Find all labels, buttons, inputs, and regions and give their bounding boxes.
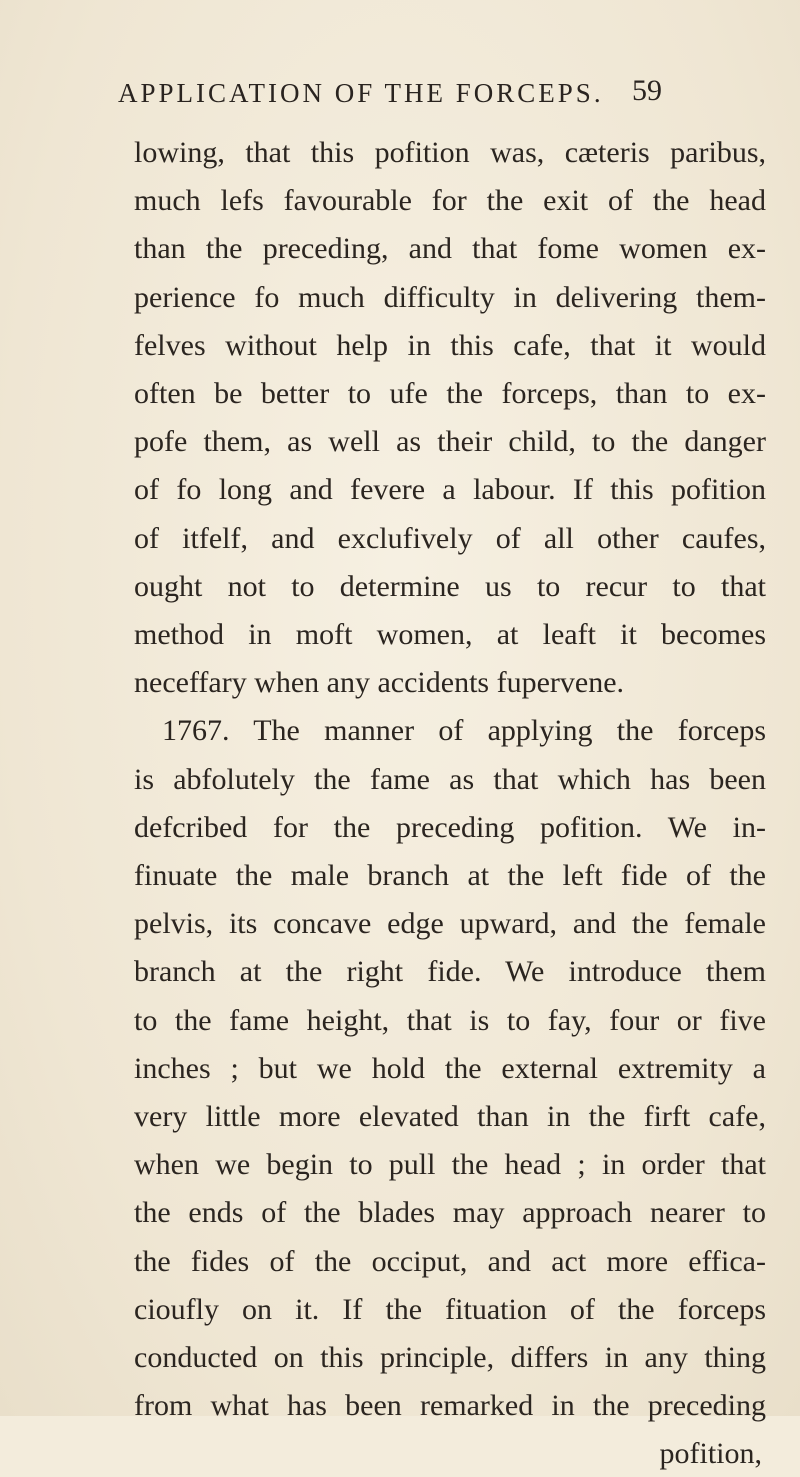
text-line: the fides of the occiput, and act more effica-	[134, 1244, 766, 1278]
text-line: cioufly on it. If the fituation of the forceps	[134, 1292, 766, 1326]
text-line: pofe them, as well as their child, to the danger	[134, 425, 766, 459]
text-line: pelvis, its concave edge upward, and the female	[134, 907, 766, 941]
text-line: conducted on this principle, differs in any thing	[134, 1341, 766, 1374]
text-line: ought not to determine us to recur to that	[134, 569, 766, 603]
text-line: lowing, that this pofition was, cæteris paribus,	[134, 136, 766, 169]
text-line: of fo long and fevere a labour. If this pofition	[134, 473, 766, 507]
running-head	[0, 70, 800, 120]
text-line: neceffary when any accidents fupervene.	[134, 666, 625, 700]
page-number: 59	[632, 74, 662, 107]
text-line: very little more elevated than in the firft cafe,	[134, 1100, 766, 1133]
text-line: the ends of the blades may approach nearer to	[134, 1196, 766, 1230]
text-line: finuate the male branch at the left fide of the	[134, 859, 766, 892]
text-line: from what has been remarked in the preceding	[134, 1389, 766, 1423]
running-title: APPLICATION OF THE FORCEPS.	[118, 78, 604, 108]
text-line: pofition,	[659, 1437, 762, 1471]
text-line: branch at the right fide. We introduce them	[134, 955, 766, 989]
text-line: defcribed for the preceding pofition. We in-	[134, 810, 766, 844]
text-line: when we begin to pull the head ; in order that	[134, 1148, 766, 1182]
text-line: 1767. The manner of applying the forceps	[162, 714, 766, 748]
text-line: inches ; but we hold the external extremity a	[134, 1051, 766, 1085]
text-line: often be better to ufe the forceps, than to ex-	[134, 377, 766, 410]
text-line: perience fo much difficulty in delivering them-	[134, 280, 766, 314]
text-line: to the fame height, that is to fay, four or five	[134, 1003, 766, 1037]
text-line: method in moft women, at leaft it becomes	[134, 618, 766, 651]
text-line: felves without help in this cafe, that it would	[134, 328, 766, 362]
text-line: is abfolutely the fame as that which has been	[134, 762, 766, 796]
text-line: than the preceding, and that fome women ex-	[134, 232, 766, 266]
text-line: of itfelf, and exclufively of all other caufes,	[134, 521, 766, 555]
text-line: much lefs favourable for the exit of the head	[134, 184, 766, 218]
